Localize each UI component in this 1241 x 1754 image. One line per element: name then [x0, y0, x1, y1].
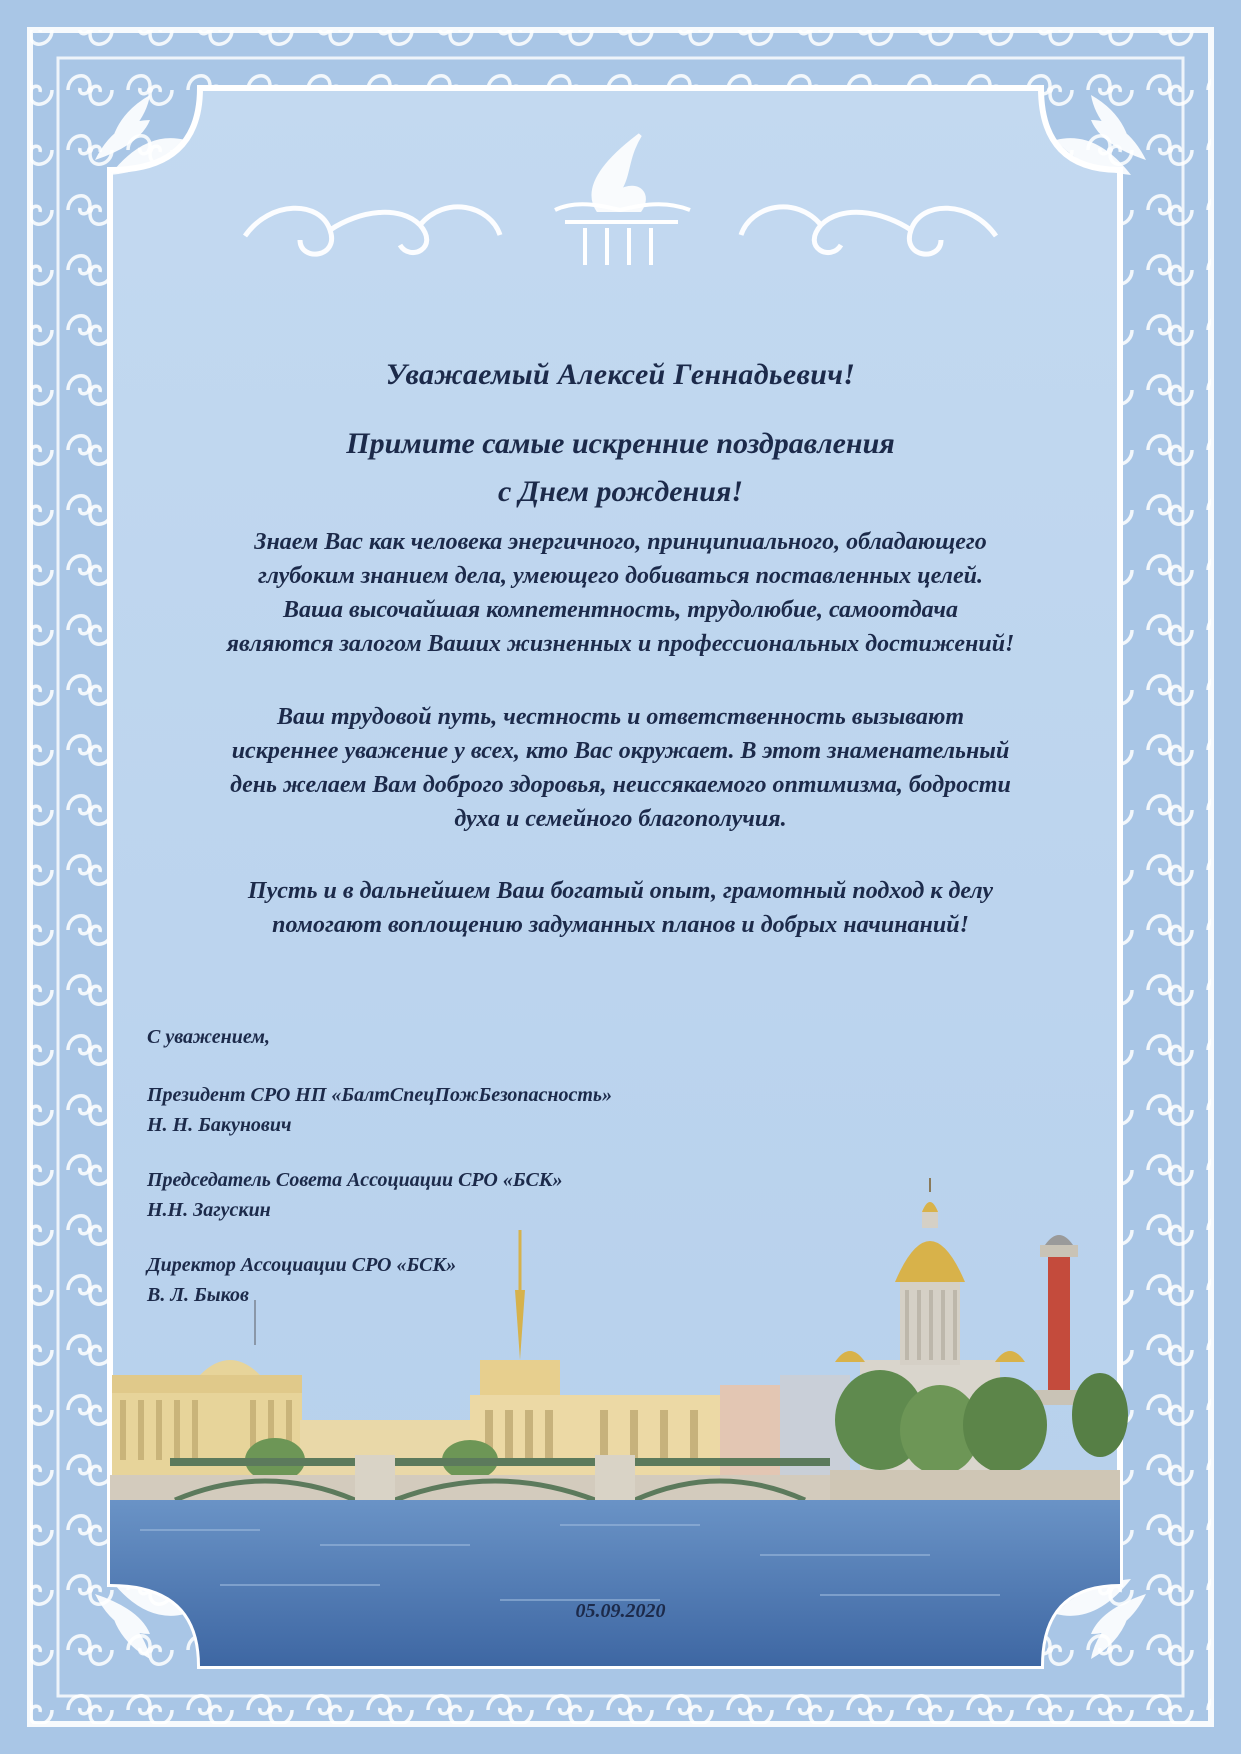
paragraph-line: глубоким знанием дела, умеющего добиваться поставленных целей.: [258, 563, 983, 589]
paragraph-2: [110, 700, 1131, 836]
paragraph-line: день желаем Вам доброго здоровья, неиссякаемого оптимизма, бодрости: [230, 772, 1011, 798]
paragraph-line: являются залогом Ваших жизненных и профессиональных достижений!: [226, 631, 1015, 657]
signer-name: Н. Н. Бакунович: [147, 1114, 292, 1136]
congrats-line: Примите самые искренние поздравления: [346, 427, 895, 460]
paragraph-line: Пусть и в дальнейшем Ваш богатый опыт, грамотный подход к делу: [247, 878, 994, 904]
congratulations-heading: [110, 420, 1131, 516]
greeting-line: Уважаемый Алексей Геннадьевич!: [385, 358, 856, 391]
paragraph-3: [110, 874, 1131, 942]
paragraph-line: Ваш трудовой путь, честность и ответственность вызывают: [276, 704, 965, 730]
letter-date: 05.09.2020: [575, 1600, 666, 1622]
paragraph-line: Ваша высочайшая компетентность, трудолюбие, самоотдача: [283, 597, 958, 623]
signer-block: [147, 1165, 562, 1225]
signer-name: В. Л. Быков: [147, 1284, 249, 1306]
congrats-line: с Днем рождения!: [497, 475, 744, 508]
signer-title: Председатель Совета Ассоциации СРО «БСК»: [147, 1169, 563, 1191]
signer-block: [147, 1250, 456, 1310]
signer-title: Директор Ассоциации СРО «БСК»: [147, 1254, 457, 1276]
signer-block: [147, 1080, 612, 1140]
paragraph-line: духа и семейного благополучия.: [454, 806, 787, 832]
closing-line: С уважением,: [147, 1026, 270, 1048]
signer-name: Н.Н. Загускин: [147, 1199, 271, 1221]
paragraph-1: [110, 525, 1131, 661]
paragraph-line: искреннее уважение у всех, кто Вас окружает. В этот знаменательный: [231, 738, 1010, 764]
signer-title: Президент СРО НП «БалтСпецПожБезопасность»: [147, 1084, 613, 1106]
paragraph-line: Знаем Вас как человека энергичного, принципиального, обладающего: [254, 529, 987, 555]
paragraph-line: помогают воплощению задуманных планов и добрых начинаний!: [272, 912, 969, 938]
